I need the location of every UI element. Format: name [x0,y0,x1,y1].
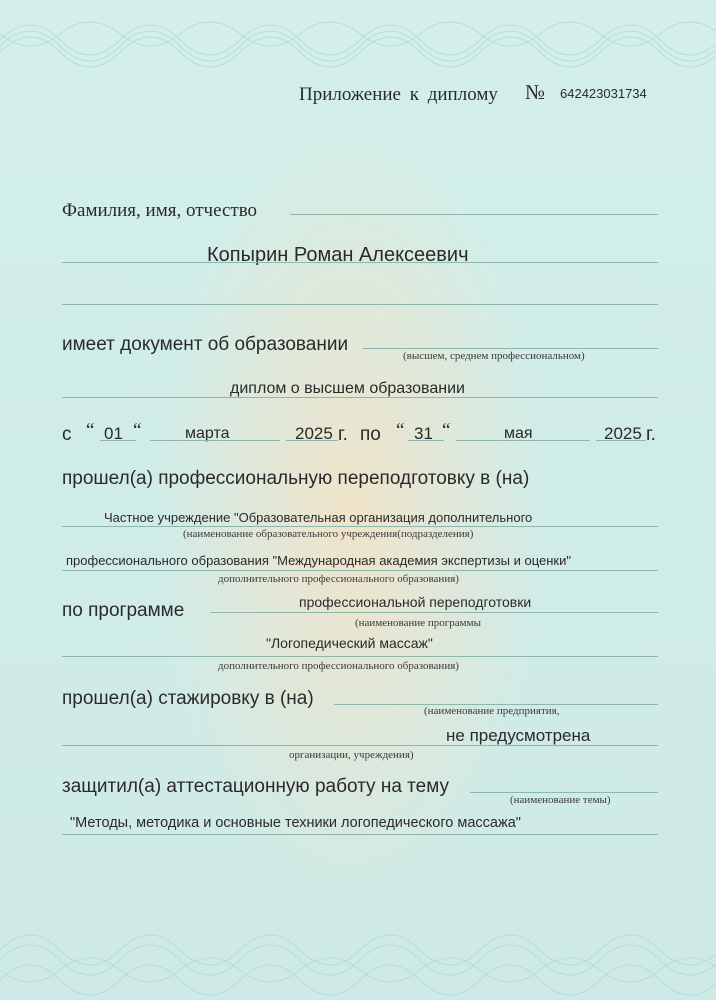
thesis-line-2 [62,834,658,835]
period-to-month: мая [504,425,533,442]
education-hint: (высшем, среднем профессиональном) [403,350,585,362]
from-year-line [286,440,338,441]
quote-open-1: “ [86,420,95,441]
number-sign: № [525,80,546,104]
from-year-suffix: г. [338,424,348,445]
from-day-line [100,440,136,441]
fio-line-2 [62,262,658,263]
supplement-title: Приложение к диплому [299,84,498,105]
retraining-label-line [62,484,658,485]
program-line-1 [210,612,658,613]
org-line-1 [62,526,658,527]
thesis-hint: (наименование темы) [510,794,611,806]
to-day-line [408,440,444,441]
program-value-line-2: "Логопедический массаж" [266,635,433,651]
retraining-hint-2: дополнительного профессионального образования) [218,573,459,585]
thesis-value: "Методы, методика и основные техники логопедического массажа" [70,815,521,831]
education-line-2 [62,397,658,398]
program-label: по программе [62,600,185,621]
quote-open-2: “ [396,420,405,441]
education-line-1 [362,348,658,349]
fio-label: Фамилия, имя, отчество [62,200,258,221]
internship-hint-2: организации, учреждения) [289,749,414,761]
education-value: диплом о высшем образовании [230,380,465,397]
guilloche-top-ornament [0,0,716,70]
thesis-line-1 [470,792,658,793]
period-from-month: марта [185,425,230,442]
quote-close-1: “ [133,420,142,441]
period-to-day: 31 [414,424,433,443]
retraining-org-line-2: профессионального образования "Международная академия экспертизы и оценки" [66,553,571,568]
fio-line-1 [290,214,658,215]
program-value-line-1: профессиональной переподготовки [299,594,532,610]
internship-hint-1: (наименование предприятия, [424,705,560,717]
fio-value: Копырин Роман Алексеевич [207,244,469,266]
org-line-2 [62,570,658,571]
retraining-org-line-1: Частное учреждение "Образовательная организация дополнительного [104,510,533,525]
internship-value: не предусмотрена [446,726,591,745]
retraining-label: прошел(а) профессиональную переподготовку в (на) [62,468,530,489]
period-from-prefix: с [62,424,72,445]
period-to-prefix: по [360,424,381,445]
program-hint-2: дополнительного профессионального образования) [218,660,459,672]
retraining-hint-1: (наименование образовательного учреждения(подразделения) [183,528,474,540]
internship-label: прошел(а) стажировку в (на) [62,688,314,709]
period-from-year: 2025 [295,424,333,443]
quote-close-2: “ [442,420,451,441]
thesis-label: защитил(а) аттестационную работу на тему [62,776,449,797]
guilloche-bottom-ornament [0,920,716,1000]
from-month-line [150,440,280,441]
to-year-line [596,440,646,441]
education-label: имеет документ об образовании [62,334,349,355]
period-to-year: 2025 [604,424,642,443]
program-line-2 [62,656,658,657]
to-year-suffix: г. [646,424,656,445]
program-hint-1: (наименование программы [355,617,481,629]
to-month-line [456,440,590,441]
internship-line-2 [62,745,658,746]
supplement-number: 642423031734 [560,86,647,101]
fio-line-3 [62,304,658,305]
period-from-day: 01 [104,424,123,443]
